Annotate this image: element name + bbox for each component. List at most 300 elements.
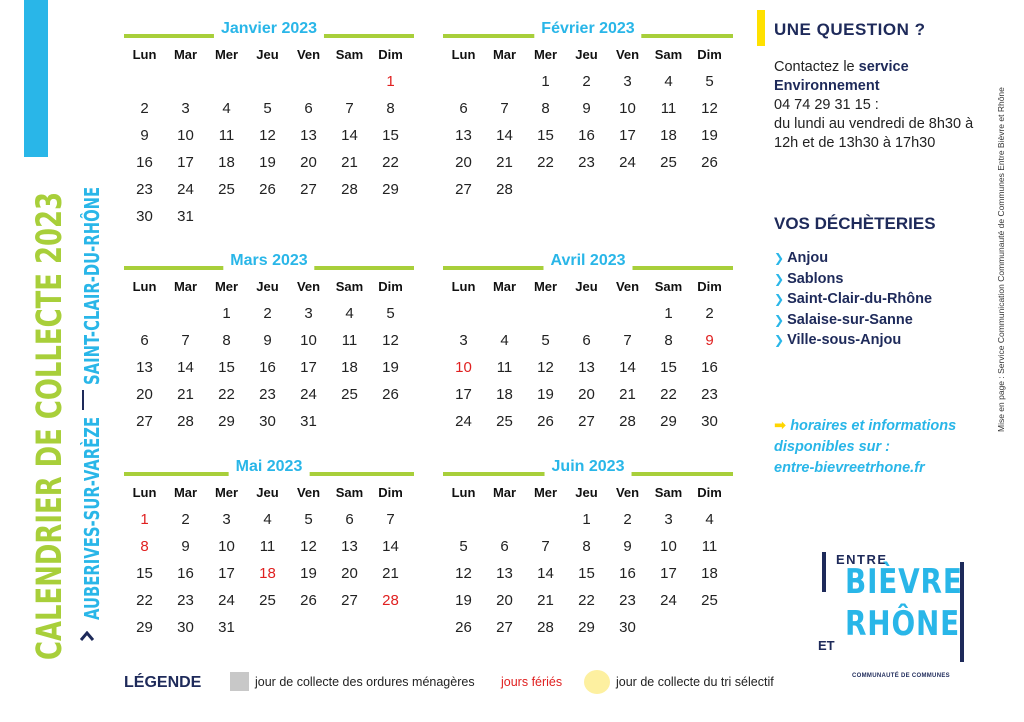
day-cell: 2 bbox=[181, 511, 190, 528]
decheterie-name: Saint-Clair-du-Rhône bbox=[787, 291, 933, 307]
logo-bievre: BIÈVRE bbox=[845, 562, 963, 602]
legend-yellow-label: jour de collecte du tri sélectif bbox=[616, 675, 774, 689]
day-cell: 20 bbox=[578, 386, 595, 403]
day-cell: 3 bbox=[288, 300, 329, 327]
day-cell: 14 bbox=[496, 127, 513, 144]
month-header bbox=[443, 20, 733, 40]
day-cell: 23 bbox=[701, 386, 718, 403]
decheteries-list bbox=[774, 248, 932, 351]
empty-cell bbox=[689, 176, 730, 203]
day-cell: 23 bbox=[578, 154, 595, 171]
day-cell: 29 bbox=[382, 181, 399, 198]
day-cell: 12 bbox=[259, 127, 276, 144]
day-cell: 15 bbox=[382, 127, 399, 144]
week-row bbox=[124, 506, 414, 533]
day-cell: 27 bbox=[578, 413, 595, 430]
weekday-label: Dim bbox=[697, 485, 722, 500]
weekday-label: Mer bbox=[533, 279, 558, 294]
day-cell: 10 bbox=[218, 538, 235, 555]
day-cell: 15 bbox=[124, 560, 165, 587]
weekday-label: Jeu bbox=[575, 279, 598, 294]
day-cell: 13 bbox=[496, 565, 513, 582]
weekday-label: Sam bbox=[335, 279, 364, 294]
weekday-label: Ven bbox=[615, 279, 640, 294]
empty-cell bbox=[607, 300, 648, 327]
empty-cell bbox=[247, 68, 288, 95]
weekday-row bbox=[124, 276, 414, 300]
day-cell: 28 bbox=[341, 181, 358, 198]
weekday-label: Jeu bbox=[575, 485, 598, 500]
list-item bbox=[774, 289, 932, 310]
day-cell: 2 bbox=[582, 73, 591, 90]
weekday-label: Jeu bbox=[256, 279, 279, 294]
list-item bbox=[774, 269, 932, 290]
weekday-label: Jeu bbox=[256, 47, 279, 62]
day-cell: 21 bbox=[607, 381, 648, 408]
weekday-label: Sam bbox=[335, 485, 364, 500]
day-cell: 24 bbox=[177, 181, 194, 198]
weekday-label: Mer bbox=[533, 485, 558, 500]
empty-cell bbox=[370, 408, 411, 435]
weekday-label: Lun bbox=[451, 485, 476, 500]
empty-cell bbox=[525, 506, 566, 533]
day-cell: 21 bbox=[341, 154, 358, 171]
logo-entre: ENTRE bbox=[836, 552, 888, 567]
empty-cell bbox=[165, 300, 206, 327]
day-cell: 23 bbox=[177, 592, 194, 609]
day-cell: 31 bbox=[218, 619, 235, 636]
weekday-label: Lun bbox=[132, 47, 157, 62]
empty-cell bbox=[370, 614, 411, 641]
weekday-label: Ven bbox=[615, 485, 640, 500]
empty-cell bbox=[124, 68, 165, 95]
contact-intro: Contactez le bbox=[774, 59, 859, 75]
day-cell: 19 bbox=[382, 359, 399, 376]
day-cell: 3 bbox=[181, 100, 190, 117]
month-title: Janvier 2023 bbox=[214, 18, 324, 40]
day-cell: 17 bbox=[177, 154, 194, 171]
day-cell: 25 bbox=[660, 154, 677, 171]
day-cell: 25 bbox=[701, 592, 718, 609]
day-cell: 1 bbox=[541, 73, 550, 90]
day-cell: 5 bbox=[705, 73, 714, 90]
day-cell: 28 bbox=[177, 413, 194, 430]
day-cell: 27 bbox=[455, 181, 472, 198]
month-calendar bbox=[443, 458, 733, 662]
day-cell: 24 bbox=[607, 149, 648, 176]
week-row bbox=[443, 95, 733, 122]
chevron-icon bbox=[80, 628, 94, 638]
empty-cell bbox=[329, 408, 370, 435]
day-cell: 9 bbox=[124, 122, 165, 149]
day-cell: 22 bbox=[382, 154, 399, 171]
day-cell: 3 bbox=[222, 511, 231, 528]
weekday-label: Mer bbox=[533, 47, 558, 62]
day-cell: 25 bbox=[259, 592, 276, 609]
weekday-label: Jeu bbox=[575, 47, 598, 62]
day-cell: 5 bbox=[386, 305, 395, 322]
day-cell: 26 bbox=[443, 614, 484, 641]
day-cell: 16 bbox=[136, 154, 153, 171]
weekday-label: Ven bbox=[296, 47, 321, 62]
week-row bbox=[443, 614, 733, 641]
day-cell: 1 bbox=[664, 305, 673, 322]
day-cell: 18 bbox=[341, 359, 358, 376]
day-cell: 26 bbox=[288, 587, 329, 614]
day-cell: 14 bbox=[607, 354, 648, 381]
day-cell: 19 bbox=[455, 592, 472, 609]
empty-cell bbox=[288, 68, 329, 95]
day-cell: 25 bbox=[218, 181, 235, 198]
empty-cell bbox=[484, 506, 525, 533]
week-row bbox=[443, 149, 733, 176]
week-row bbox=[124, 408, 414, 435]
weekday-label: Dim bbox=[378, 485, 403, 500]
day-cell: 14 bbox=[341, 127, 358, 144]
day-cell: 7 bbox=[345, 100, 354, 117]
day-cell: 9 bbox=[181, 538, 190, 555]
info-text: horaires et informations disponibles sur : bbox=[774, 418, 957, 455]
credit-text: Mise en page : Service Communication Communauté de Communes Entre Bièvre et Rhône bbox=[996, 87, 1006, 432]
weekday-label: Ven bbox=[615, 47, 640, 62]
day-cell: 29 bbox=[648, 408, 689, 435]
info-link[interactable]: entre-bievreetrhone.fr bbox=[774, 460, 925, 476]
weekday-label: Mar bbox=[492, 47, 517, 62]
day-cell: 19 bbox=[288, 560, 329, 587]
day-cell: 4 bbox=[345, 305, 354, 322]
logo-et: ET bbox=[818, 638, 835, 653]
day-cell: 12 bbox=[443, 560, 484, 587]
day-cell: 24 bbox=[288, 381, 329, 408]
week-row bbox=[124, 176, 414, 203]
arrow-right-icon: ➡ bbox=[774, 418, 787, 434]
contact-service: service Environnement bbox=[774, 59, 909, 94]
legend-yellow-swatch bbox=[584, 670, 610, 694]
month-calendar bbox=[124, 458, 414, 662]
weekday-label: Lun bbox=[132, 279, 157, 294]
day-cell: 22 bbox=[136, 592, 153, 609]
day-cell: 20 bbox=[443, 149, 484, 176]
decheterie-name: Sablons bbox=[787, 270, 844, 287]
day-cell: 14 bbox=[382, 538, 399, 555]
weekday-label: Ven bbox=[296, 485, 321, 500]
week-row bbox=[124, 560, 414, 587]
list-item bbox=[774, 330, 932, 351]
empty-cell bbox=[370, 203, 411, 230]
day-cell: 18 bbox=[259, 565, 276, 582]
list-item bbox=[774, 310, 932, 331]
week-row bbox=[443, 506, 733, 533]
day-cell: 10 bbox=[660, 538, 677, 555]
day-cell: 12 bbox=[537, 359, 554, 376]
day-cell: 30 bbox=[259, 413, 276, 430]
day-cell: 2 bbox=[607, 506, 648, 533]
day-cell: 16 bbox=[578, 127, 595, 144]
empty-cell bbox=[329, 68, 370, 95]
day-cell: 5 bbox=[263, 100, 272, 117]
day-cell: 1 bbox=[222, 305, 231, 322]
week-row bbox=[124, 300, 414, 327]
day-cell: 16 bbox=[259, 359, 276, 376]
empty-cell bbox=[124, 300, 165, 327]
day-cell: 6 bbox=[582, 332, 591, 349]
empty-cell bbox=[443, 506, 484, 533]
month-title: Mai 2023 bbox=[229, 456, 310, 478]
week-row bbox=[443, 587, 733, 614]
day-cell: 26 bbox=[382, 386, 399, 403]
decheterie-name: Salaise-sur-Sanne bbox=[787, 311, 913, 328]
weekday-row bbox=[443, 44, 733, 68]
day-cell: 4 bbox=[664, 73, 673, 90]
empty-cell bbox=[247, 203, 288, 230]
day-cell: 19 bbox=[259, 154, 276, 171]
day-cell: 5 bbox=[541, 332, 550, 349]
week-row bbox=[443, 381, 733, 408]
day-cell: 28 bbox=[382, 592, 399, 609]
day-cell: 20 bbox=[496, 592, 513, 609]
week-row bbox=[443, 300, 733, 327]
weekday-label: Mar bbox=[492, 485, 517, 500]
day-cell: 22 bbox=[218, 386, 235, 403]
weekday-row bbox=[124, 44, 414, 68]
day-cell: 25 bbox=[341, 386, 358, 403]
day-cell: 24 bbox=[218, 592, 235, 609]
day-cell: 11 bbox=[660, 100, 677, 117]
day-cell: 23 bbox=[607, 587, 648, 614]
empty-cell bbox=[484, 300, 525, 327]
month-title: Février 2023 bbox=[534, 18, 641, 40]
day-cell: 15 bbox=[660, 359, 677, 376]
day-cell: 16 bbox=[177, 565, 194, 582]
day-cell: 9 bbox=[582, 100, 591, 117]
week-row bbox=[443, 408, 733, 435]
logo bbox=[818, 548, 978, 680]
day-cell: 22 bbox=[660, 386, 677, 403]
day-cell: 7 bbox=[541, 538, 550, 555]
weekday-label: Dim bbox=[697, 279, 722, 294]
day-cell: 18 bbox=[701, 565, 718, 582]
empty-cell bbox=[566, 300, 607, 327]
decheteries-heading: VOS DÉCHÈTERIES bbox=[774, 214, 936, 233]
day-cell: 19 bbox=[701, 127, 718, 144]
day-cell: 11 bbox=[341, 332, 358, 349]
month-calendar bbox=[124, 252, 414, 456]
day-cell: 6 bbox=[288, 95, 329, 122]
commune-2-label: SAINT-CLAIR-DU-RHÔNE bbox=[80, 186, 104, 385]
empty-cell bbox=[329, 203, 370, 230]
weekday-label: Sam bbox=[654, 279, 683, 294]
info-block bbox=[774, 416, 1004, 479]
commune-separator bbox=[82, 390, 84, 410]
weekday-label: Lun bbox=[451, 279, 476, 294]
day-cell: 13 bbox=[341, 538, 358, 555]
day-cell: 10 bbox=[177, 127, 194, 144]
contact-panel bbox=[774, 20, 984, 476]
empty-cell bbox=[329, 614, 370, 641]
day-cell: 22 bbox=[578, 592, 595, 609]
weekday-label: Mer bbox=[214, 47, 239, 62]
day-cell: 3 bbox=[443, 327, 484, 354]
day-cell: 1 bbox=[582, 511, 591, 528]
empty-cell bbox=[525, 300, 566, 327]
month-calendar bbox=[443, 252, 733, 456]
day-cell: 25 bbox=[496, 413, 513, 430]
weekday-label: Lun bbox=[132, 485, 157, 500]
weekday-label: Lun bbox=[451, 47, 476, 62]
week-row bbox=[124, 354, 414, 381]
chevron-right-icon: ❯ bbox=[774, 292, 785, 306]
day-cell: 31 bbox=[177, 208, 194, 225]
day-cell: 8 bbox=[582, 538, 591, 555]
legend-gray-label: jour de collecte des ordures ménagères bbox=[255, 675, 475, 689]
empty-cell bbox=[288, 614, 329, 641]
week-row bbox=[443, 176, 733, 203]
accent-bar-blue bbox=[24, 0, 48, 157]
weekday-label: Mar bbox=[173, 47, 198, 62]
day-cell: 28 bbox=[537, 619, 554, 636]
week-row bbox=[124, 149, 414, 176]
day-cell: 8 bbox=[222, 332, 231, 349]
decheterie-name: Ville-sous-Anjou bbox=[787, 332, 902, 348]
day-cell: 13 bbox=[288, 122, 329, 149]
week-row bbox=[124, 95, 414, 122]
day-cell: 11 bbox=[496, 359, 513, 376]
day-cell: 16 bbox=[701, 359, 718, 376]
day-cell: 6 bbox=[124, 327, 165, 354]
day-cell: 5 bbox=[288, 506, 329, 533]
empty-cell bbox=[443, 300, 484, 327]
day-cell: 17 bbox=[218, 565, 235, 582]
day-cell: 21 bbox=[496, 154, 513, 171]
day-cell: 23 bbox=[124, 176, 165, 203]
month-title: Avril 2023 bbox=[543, 250, 632, 272]
day-cell: 22 bbox=[537, 154, 554, 171]
weekday-label: Dim bbox=[378, 47, 403, 62]
legend-gray-swatch bbox=[230, 672, 249, 691]
weekday-label: Sam bbox=[654, 485, 683, 500]
legend-red-label: jours fériés bbox=[501, 675, 563, 689]
month-header bbox=[443, 252, 733, 272]
contact-phone: 04 74 29 31 15 : bbox=[774, 97, 879, 113]
chevron-right-icon: ❯ bbox=[774, 251, 785, 265]
day-cell: 18 bbox=[660, 127, 677, 144]
weekday-label: Mer bbox=[214, 279, 239, 294]
day-cell: 27 bbox=[136, 413, 153, 430]
week-row bbox=[124, 587, 414, 614]
day-cell: 27 bbox=[341, 592, 358, 609]
contact-hours: du lundi au vendredi de 8h30 à 12h et de 13h30 à 17h30 bbox=[774, 116, 974, 151]
day-cell: 17 bbox=[660, 565, 677, 582]
day-cell: 7 bbox=[607, 327, 648, 354]
month-header bbox=[124, 252, 414, 272]
day-cell: 2 bbox=[263, 305, 272, 322]
decheterie-name: Anjou bbox=[787, 250, 829, 266]
empty-cell bbox=[607, 176, 648, 203]
day-cell: 17 bbox=[607, 122, 648, 149]
day-cell: 16 bbox=[607, 560, 648, 587]
week-row bbox=[443, 327, 733, 354]
day-cell: 4 bbox=[263, 511, 272, 528]
day-cell: 9 bbox=[607, 533, 648, 560]
day-cell: 10 bbox=[288, 327, 329, 354]
chevron-right-icon: ❯ bbox=[774, 333, 785, 347]
weekday-label: Mar bbox=[173, 485, 198, 500]
day-cell: 4 bbox=[222, 100, 231, 117]
day-cell: 29 bbox=[124, 614, 165, 641]
day-cell: 7 bbox=[386, 511, 395, 528]
day-cell: 6 bbox=[443, 95, 484, 122]
accent-tab-yellow bbox=[757, 10, 765, 46]
day-cell: 26 bbox=[259, 181, 276, 198]
day-cell: 18 bbox=[218, 154, 235, 171]
day-cell: 27 bbox=[496, 619, 513, 636]
day-cell: 9 bbox=[705, 332, 714, 349]
day-cell: 23 bbox=[259, 386, 276, 403]
day-cell: 21 bbox=[382, 565, 399, 582]
month-header bbox=[124, 20, 414, 40]
week-row bbox=[443, 354, 733, 381]
day-cell: 18 bbox=[496, 386, 513, 403]
contact-text bbox=[774, 58, 984, 153]
day-cell: 13 bbox=[578, 359, 595, 376]
week-row bbox=[443, 560, 733, 587]
day-cell: 17 bbox=[288, 354, 329, 381]
day-cell: 8 bbox=[664, 332, 673, 349]
day-cell: 3 bbox=[664, 511, 673, 528]
empty-cell bbox=[206, 203, 247, 230]
chevron-right-icon: ❯ bbox=[774, 271, 785, 286]
commune-1-label: AUBERIVES-SUR-VARÈZE bbox=[80, 416, 104, 620]
month-header bbox=[124, 458, 414, 478]
day-cell: 11 bbox=[701, 538, 718, 555]
month-header bbox=[443, 458, 733, 478]
empty-cell bbox=[165, 68, 206, 95]
day-cell: 8 bbox=[386, 100, 395, 117]
day-cell: 9 bbox=[263, 332, 272, 349]
logo-subtitle: COMMUNAUTÉ DE COMMUNES bbox=[852, 673, 950, 679]
weekday-label: Mar bbox=[173, 279, 198, 294]
day-cell: 21 bbox=[537, 592, 554, 609]
day-cell: 7 bbox=[181, 332, 190, 349]
empty-cell bbox=[525, 176, 566, 203]
legend-title: LÉGENDE bbox=[124, 674, 202, 691]
logo-rhone: RHÔNE bbox=[845, 604, 960, 644]
day-cell: 15 bbox=[578, 565, 595, 582]
weekday-row bbox=[443, 482, 733, 506]
empty-cell bbox=[206, 68, 247, 95]
day-cell: 21 bbox=[177, 386, 194, 403]
weekday-label: Jeu bbox=[256, 485, 279, 500]
week-row bbox=[124, 327, 414, 354]
chevron-right-icon: ❯ bbox=[774, 312, 785, 327]
month-title: Juin 2023 bbox=[545, 456, 632, 478]
weekday-label: Mar bbox=[492, 279, 517, 294]
day-cell: 12 bbox=[701, 100, 718, 117]
day-cell: 5 bbox=[459, 538, 468, 555]
day-cell: 12 bbox=[288, 533, 329, 560]
week-row bbox=[124, 68, 414, 95]
day-cell: 20 bbox=[341, 565, 358, 582]
day-cell: 17 bbox=[443, 381, 484, 408]
day-cell: 3 bbox=[607, 68, 648, 95]
weekday-label: Dim bbox=[378, 279, 403, 294]
weekday-label: Sam bbox=[335, 47, 364, 62]
legend bbox=[124, 672, 824, 696]
week-row bbox=[443, 122, 733, 149]
empty-cell bbox=[648, 176, 689, 203]
weekday-label: Mer bbox=[214, 485, 239, 500]
day-cell: 28 bbox=[496, 181, 513, 198]
